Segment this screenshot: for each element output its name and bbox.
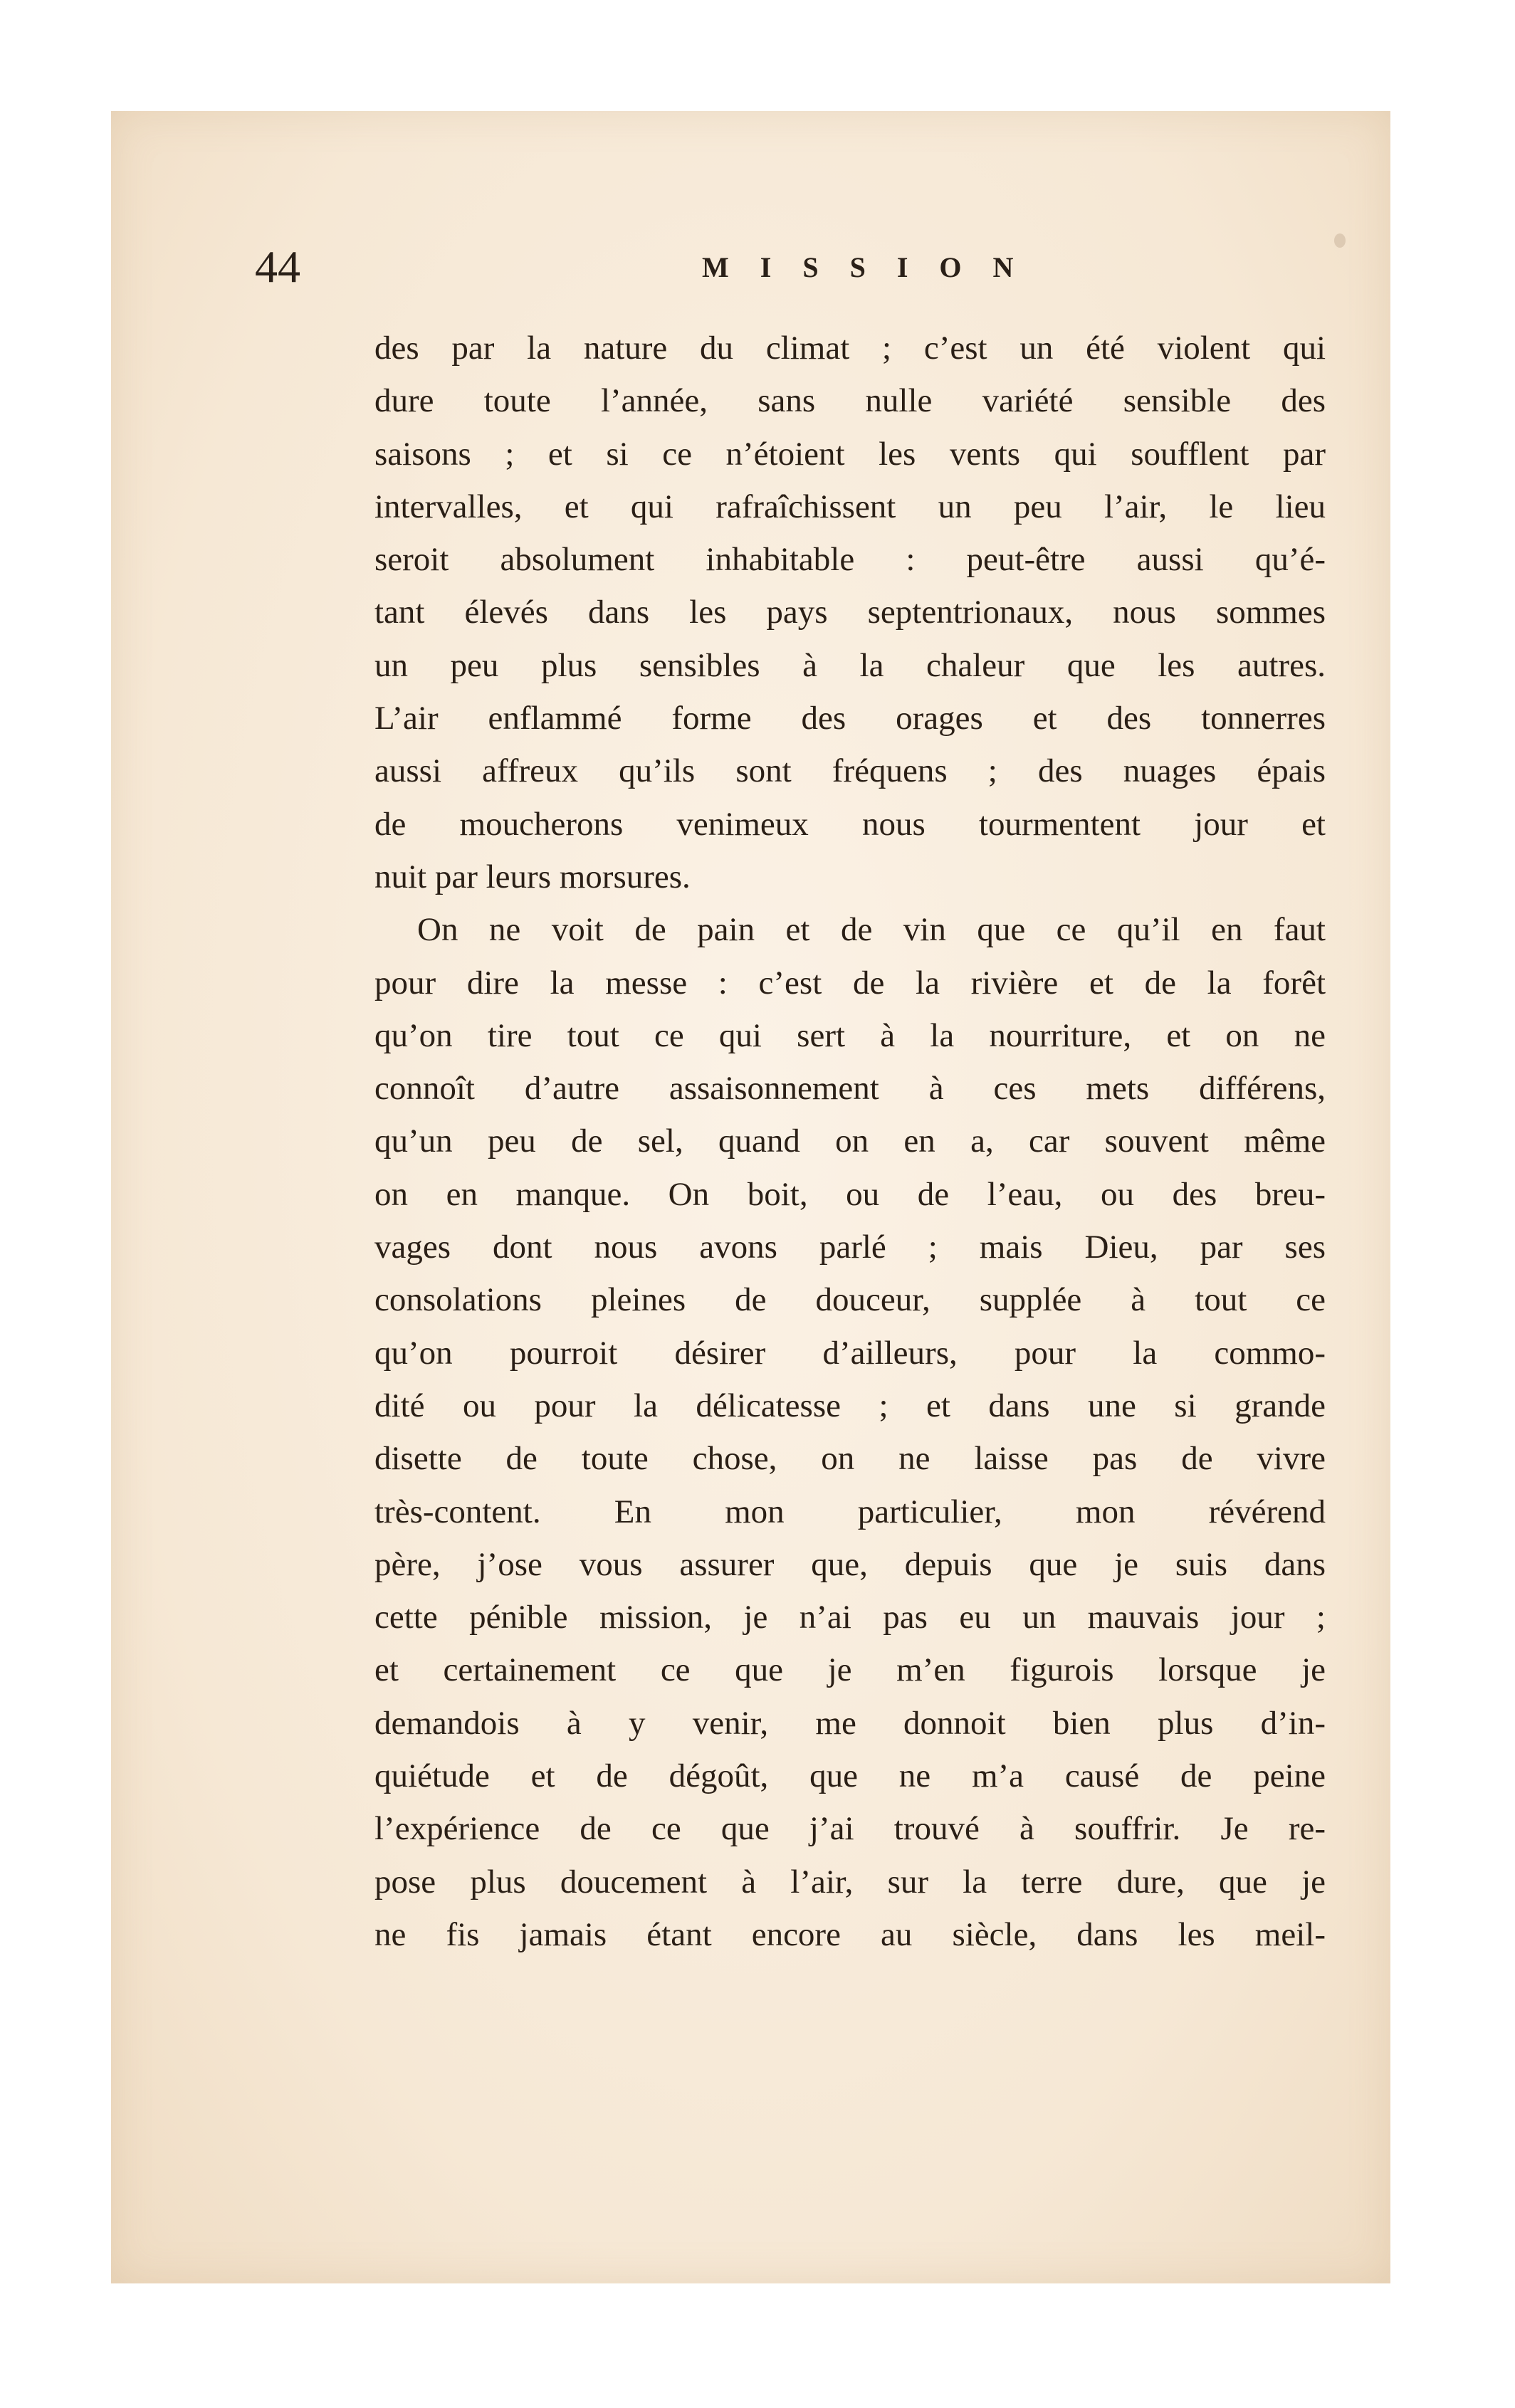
text-line: aussi affreux qu’ils sont fréquens ; des nuages épais xyxy=(374,752,1326,790)
text-line: dité ou pour la délicatesse ; et dans une si grande xyxy=(374,1387,1326,1424)
text-line: un peu plus sensibles à la chaleur que les autres. xyxy=(374,646,1326,684)
text-line: demandois à y venir, me donnoit bien plus d’in- xyxy=(374,1704,1326,1742)
text-line: qu’on tire tout ce qui sert à la nourriture, et on ne xyxy=(374,1016,1326,1054)
text-line: très-content. En mon particulier, mon révérend xyxy=(374,1493,1326,1530)
text-line: connoît d’autre assaisonnement à ces mets différens, xyxy=(374,1070,1326,1108)
page-number: 44 xyxy=(255,241,300,292)
text-line: pour dire la messe : c’est de la rivière et de la forêt xyxy=(374,964,1326,1001)
text-line: disette de toute chose, on ne laisse pas de vivre xyxy=(374,1440,1326,1478)
text-line: consolations pleines de douceur, supplée à tout ce xyxy=(374,1281,1326,1319)
text-line: et certainement ce que je m’en figurois lorsque je xyxy=(374,1651,1326,1689)
text-line: seroit absolument inhabitable : peut-être aussi qu’é- xyxy=(374,541,1326,579)
text-line: intervalles, et qui rafraîchissent un peu l’air, le lieu xyxy=(374,488,1326,525)
text-line: on en manque. On boit, ou de l’eau, ou des breu- xyxy=(374,1175,1326,1213)
text-line: L’air enflammé forme des orages et des tonnerres xyxy=(374,700,1326,737)
running-head: MISSION xyxy=(702,251,1045,283)
text-line: l’expérience de ce que j’ai trouvé à souffrir. Je re- xyxy=(374,1810,1326,1848)
text-line: qu’un peu de sel, quand on en a, car souvent même xyxy=(374,1122,1326,1160)
text-line: vages dont nous avons parlé ; mais Dieu, par ses xyxy=(374,1229,1326,1266)
text-line: des par la nature du climat ; c’est un été violent qui xyxy=(374,330,1326,367)
text-line: tant élevés dans les pays septentrionaux, nous sommes xyxy=(374,594,1326,631)
body-text xyxy=(374,322,1326,1961)
text-line: quiétude et de dégoût, que ne m’a causé de peine xyxy=(374,1757,1326,1795)
text-line: qu’on pourroit désirer d’ailleurs, pour la commo- xyxy=(374,1334,1326,1372)
paper-stain xyxy=(1334,233,1346,248)
text-line: ne fis jamais étant encore au siècle, dans les meil- xyxy=(374,1915,1326,1953)
text-line: cette pénible mission, je n’ai pas eu un mauvais jour ; xyxy=(374,1599,1326,1636)
paragraph-end-line: nuit par leurs morsures. xyxy=(374,858,691,895)
text-line: pose plus doucement à l’air, sur la terre dure, que je xyxy=(374,1863,1326,1900)
page-header xyxy=(255,235,1330,299)
text-line: de moucherons venimeux nous tourmentent jour et xyxy=(374,805,1326,843)
text-line: dure toute l’année, sans nulle variété sensible des xyxy=(374,382,1326,420)
paragraph-start-line: On ne voit de pain et de vin que ce qu’il en faut xyxy=(417,911,1326,949)
text-line: père, j’ose vous assurer que, depuis que je suis dans xyxy=(374,1545,1326,1583)
text-line: saisons ; et si ce n’étoient les vents qui soufflent par xyxy=(374,435,1326,473)
